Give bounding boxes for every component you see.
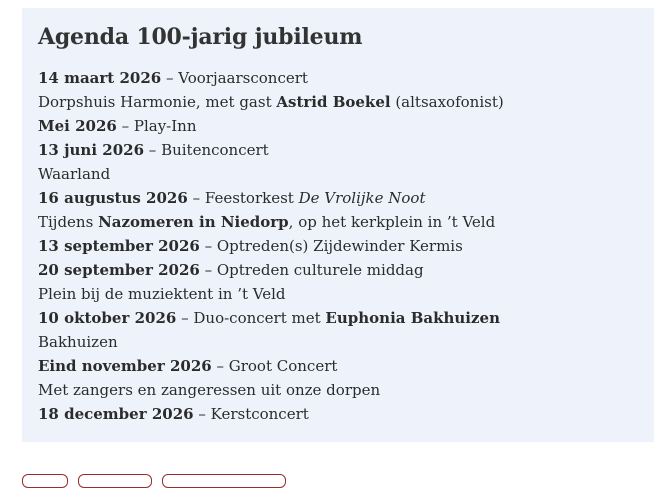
- agenda-item: 16 augustus 2026 – Feestorkest De Vrolijke Noot: [38, 189, 426, 207]
- agenda-title: Agenda 100-jarig jubileum: [38, 24, 363, 50]
- agenda-event: Duo-concert met: [193, 309, 326, 327]
- tag-button[interactable]: [162, 474, 286, 488]
- agenda-date: 18 december 2026: [38, 405, 194, 423]
- agenda-location: Plein bij de muziektent in ’t Veld: [38, 285, 286, 303]
- agenda-event: Voorjaarsconcert: [178, 69, 308, 87]
- agenda-event: Groot Concert: [228, 357, 338, 375]
- agenda-location: Dorpshuis Harmonie, met gast Astrid Boekel (altsaxofonist): [38, 93, 504, 111]
- agenda-event: Optreden(s) Zijdewinder Kermis: [216, 237, 463, 255]
- agenda-date: 10 oktober 2026: [38, 309, 177, 327]
- agenda-event: Optreden culturele middag: [216, 261, 424, 279]
- tag-button[interactable]: [78, 474, 152, 488]
- agenda-date: Mei 2026: [38, 117, 117, 135]
- agenda-date: 14 maart 2026: [38, 69, 162, 87]
- agenda-date: 20 september 2026: [38, 261, 200, 279]
- agenda-list: [38, 66, 654, 426]
- agenda-location: Bakhuizen: [38, 333, 118, 351]
- agenda-event: Kerstconcert: [210, 405, 309, 423]
- agenda-location: Tijdens Nazomeren in Niedorp, op het kerkplein in ’t Veld: [38, 213, 496, 231]
- agenda-item: 13 juni 2026 – Buitenconcert: [38, 141, 269, 159]
- agenda-item: 13 september 2026 – Optreden(s) Zijdewinder Kermis: [38, 237, 463, 255]
- agenda-event: Play-Inn: [133, 117, 197, 135]
- agenda-event: Feestorkest: [204, 189, 299, 207]
- agenda-date: 16 augustus 2026: [38, 189, 188, 207]
- agenda-event: Buitenconcert: [161, 141, 269, 159]
- agenda-location: Waarland: [38, 165, 111, 183]
- tag-buttons-row: [22, 474, 322, 486]
- agenda-item: 18 december 2026 – Kerstconcert: [38, 405, 309, 423]
- agenda-date: 13 juni 2026: [38, 141, 145, 159]
- agenda-item: 14 maart 2026 – Voorjaarsconcert: [38, 69, 308, 87]
- agenda-location: Met zangers en zangeressen uit onze dorpen: [38, 381, 381, 399]
- agenda-date: 13 september 2026: [38, 237, 200, 255]
- agenda-item: Mei 2026 – Play-Inn: [38, 117, 197, 135]
- agenda-item: 10 oktober 2026 – Duo-concert met Euphonia Bakhuizen: [38, 309, 500, 327]
- tag-button[interactable]: [22, 474, 68, 488]
- agenda-item: 20 september 2026 – Optreden culturele middag: [38, 261, 424, 279]
- agenda-date: Eind november 2026: [38, 357, 212, 375]
- agenda-panel: [22, 8, 654, 442]
- agenda-item: Eind november 2026 – Groot Concert: [38, 357, 338, 375]
